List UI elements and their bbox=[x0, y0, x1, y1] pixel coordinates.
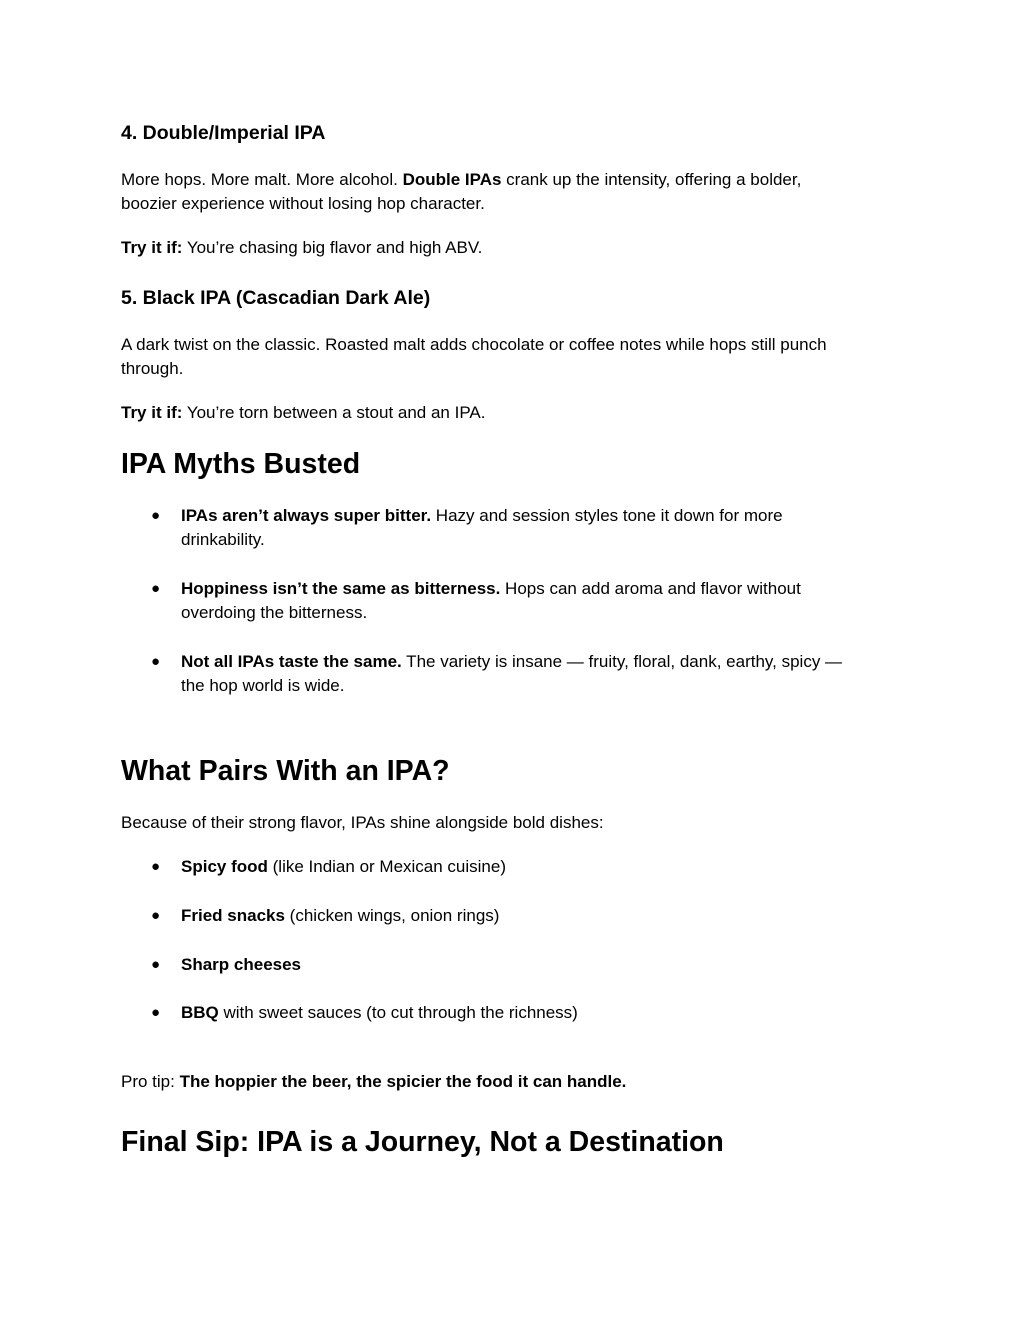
paragraph-black-ipa-line2: through. bbox=[121, 359, 184, 378]
myth-item-2-line2: overdoing the bitterness. bbox=[181, 603, 368, 622]
try-it-double-ipa: Try it if: You’re chasing big flavor and high ABV. bbox=[121, 238, 483, 257]
myth-item-3-line1: Not all IPAs taste the same. The variety is insane — fruity, floral, dank, earthy, spicy — bbox=[181, 652, 843, 671]
bullet-icon: ● bbox=[151, 956, 161, 973]
bullet-icon: ● bbox=[151, 858, 161, 875]
bullet-icon: ● bbox=[151, 507, 161, 524]
paragraph-black-ipa-line1: A dark twist on the classic. Roasted malt adds chocolate or coffee notes while hops still punch bbox=[121, 335, 827, 354]
paragraph-double-ipa-line1: More hops. More malt. More alcohol. Double IPAs crank up the intensity, offering a bolder, bbox=[121, 170, 802, 189]
bullet-icon: ● bbox=[151, 653, 161, 670]
bullet-icon: ● bbox=[151, 1004, 161, 1021]
pairings-intro: Because of their strong flavor, IPAs shine alongside bold dishes: bbox=[121, 813, 604, 832]
paragraph-double-ipa-line2: boozier experience without losing hop character. bbox=[121, 194, 485, 213]
myth-item-1-line2: drinkability. bbox=[181, 530, 265, 549]
pro-tip: Pro tip: The hoppier the beer, the spicier the food it can handle. bbox=[121, 1072, 627, 1091]
section-heading-pairings: What Pairs With an IPA? bbox=[121, 755, 450, 787]
try-it-black-ipa: Try it if: You’re torn between a stout and an IPA. bbox=[121, 403, 486, 422]
section-heading-myths: IPA Myths Busted bbox=[121, 448, 361, 480]
pairing-item-bbq: BBQ with sweet sauces (to cut through the richness) bbox=[181, 1003, 578, 1022]
pairing-item-spicy-food: Spicy food (like Indian or Mexican cuisine) bbox=[181, 857, 507, 876]
myth-item-3-line2: the hop world is wide. bbox=[181, 676, 345, 695]
pairing-item-fried-snacks: Fried snacks (chicken wings, onion rings) bbox=[181, 906, 500, 925]
bullet-icon: ● bbox=[151, 580, 161, 597]
myth-item-1-line1: IPAs aren’t always super bitter. Hazy and session styles tone it down for more bbox=[181, 506, 783, 525]
myth-item-2-line1: Hoppiness isn’t the same as bitterness. Hops can add aroma and flavor without bbox=[181, 579, 801, 598]
pairing-item-sharp-cheeses: Sharp cheeses bbox=[181, 955, 302, 974]
section-heading-final-sip: Final Sip: IPA is a Journey, Not a Destination bbox=[121, 1126, 724, 1158]
section-heading-black-ipa: 5. Black IPA (Cascadian Dark Ale) bbox=[121, 287, 431, 309]
bullet-icon: ● bbox=[151, 907, 161, 924]
section-heading-double-ipa: 4. Double/Imperial IPA bbox=[121, 122, 326, 144]
